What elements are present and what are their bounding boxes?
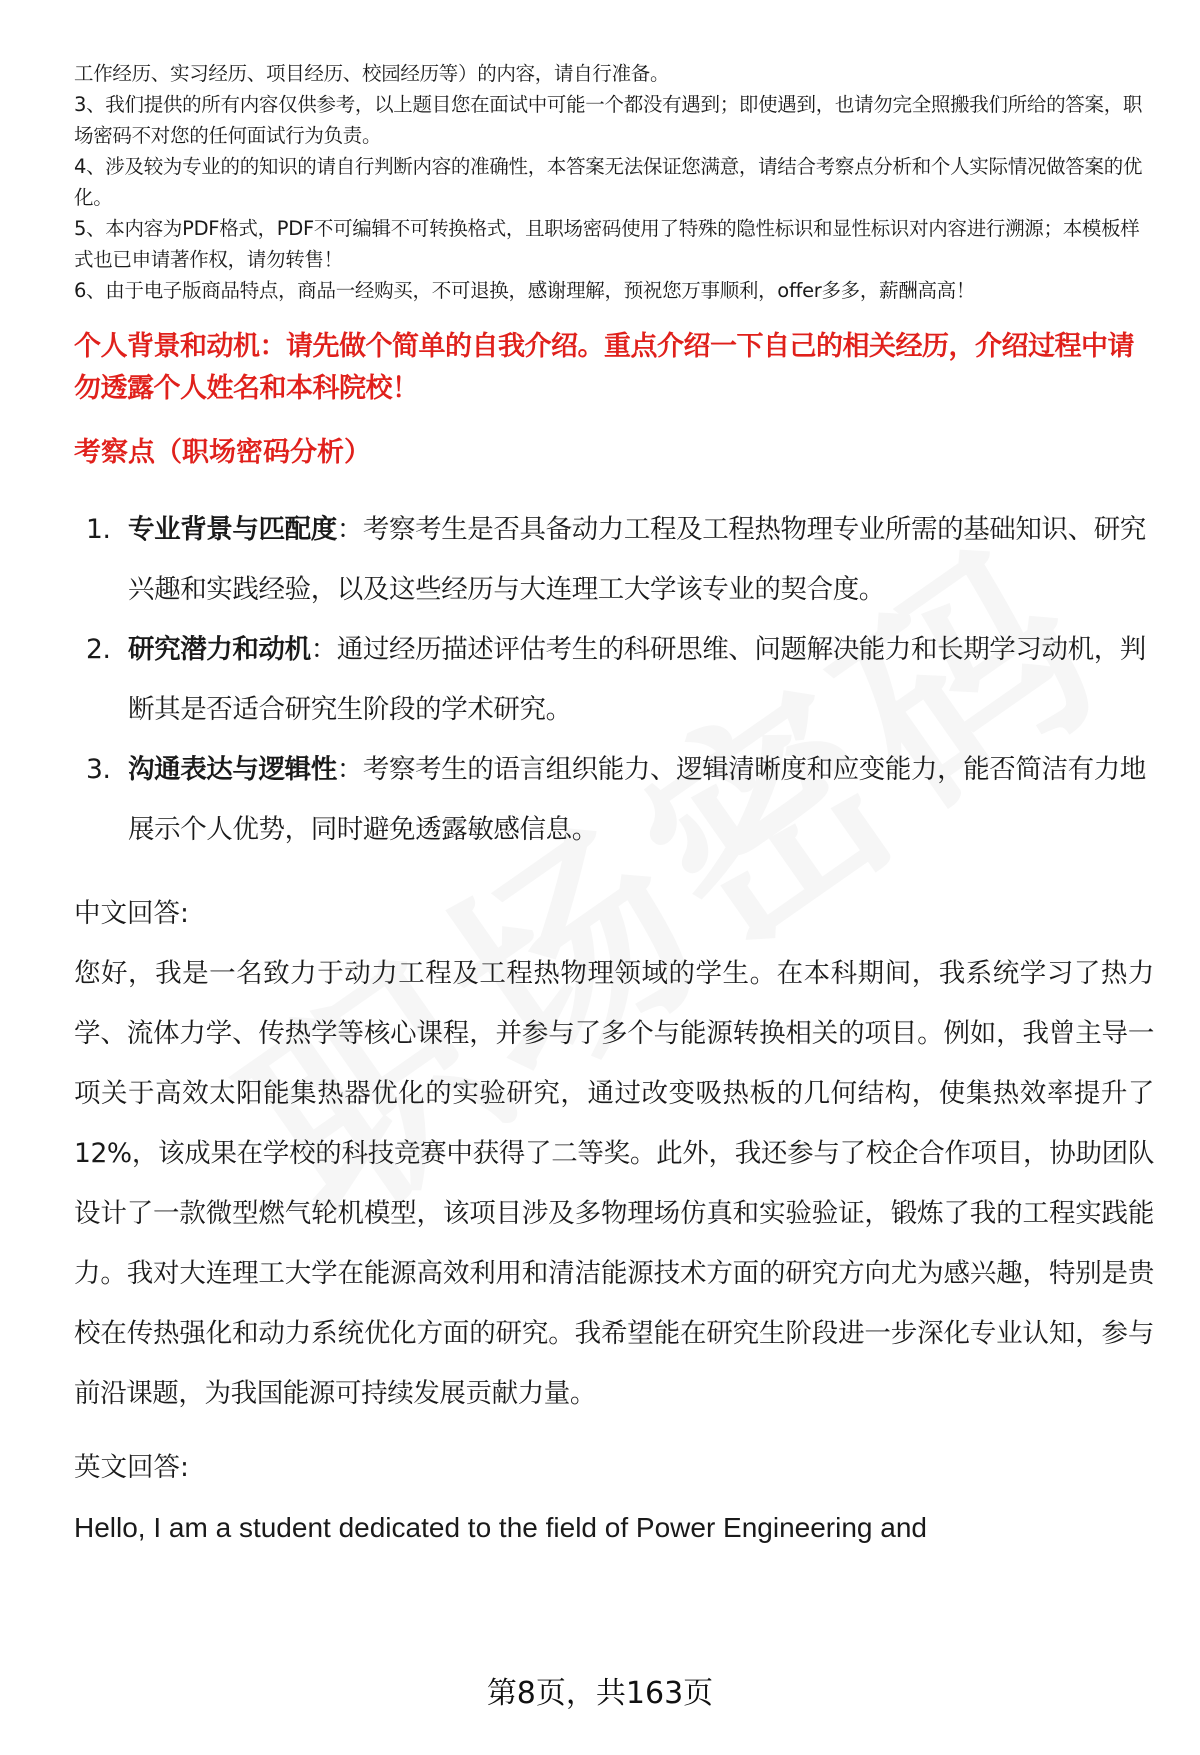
- english-answer-label: 英文回答:: [74, 1452, 189, 1483]
- note-line: 6、由于电子版商品特点，商品一经购买，不可退换，感谢理解，预祝您万事顺利，offer多多，薪酬高高！: [74, 279, 976, 302]
- point-text: ：考察考生是否具备动力工程及工程热物理专业所需的基础知识、研究兴趣和实践经验，以及这些经历与大连理工大学该专业的契合度。: [128, 514, 1146, 605]
- page-number: 第8页，共163页: [486, 1676, 714, 1711]
- point-term: 研究潜力和动机: [128, 634, 311, 665]
- point-number: 1.: [86, 514, 111, 545]
- analysis-point: [74, 740, 1154, 860]
- notes-block: [74, 58, 1154, 306]
- document-page: [74, 58, 1154, 1558]
- point-term: 沟通表达与逻辑性: [128, 754, 337, 785]
- analysis-point: [74, 500, 1154, 620]
- question-heading: 个人背景和动机：请先做个简单的自我介绍。重点介绍一下自己的相关经历，介绍过程中请勿透露个人姓名和本科院校！: [74, 331, 1134, 404]
- english-answer: Hello, I am a student dedicated to the field of Power Engineering and: [74, 1512, 927, 1543]
- analysis-point: [74, 620, 1154, 740]
- note-line: 3、我们提供的所有内容仅供参考，以上题目您在面试中可能一个都没有遇到；即使遇到，也请勿完全照搬我们所给的答案，职场密码不对您的任何面试行为负责。: [74, 93, 1143, 147]
- point-term: 专业背景与匹配度: [128, 514, 337, 545]
- note-line: 工作经历、实习经历、项目经历、校园经历等）的内容，请自行准备。: [74, 62, 670, 85]
- point-number: 2.: [86, 634, 111, 665]
- point-text: ：通过经历描述评估考生的科研思维、问题解决能力和长期学习动机，判断其是否适合研究生阶段的学术研究。: [128, 634, 1146, 725]
- analysis-points: [74, 500, 1154, 860]
- note-line: 5、本内容为PDF格式，PDF不可编辑不可转换格式，且职场密码使用了特殊的隐性标识和显性标识对内容进行溯源；本模板样式也已申请著作权，请勿转售！: [74, 217, 1140, 271]
- note-line: 4、涉及较为专业的的知识的请自行判断内容的准确性，本答案无法保证您满意，请结合考察点分析和个人实际情况做答案的优化。: [74, 155, 1143, 209]
- chinese-answer: 您好，我是一名致力于动力工程及工程热物理领域的学生。在本科期间，我系统学习了热力学、流体力学、传热学等核心课程，并参与了多个与能源转换相关的项目。例如，我曾主导一项关于高效太阳能集热器优化的实验研究，通过改变吸热板的几何结构，使集热效率提升了12%，该成果在学校的科技竞赛中获得了二等奖。此外，我还参与了校企合作项目，协助团队设计了一款微型燃气轮机模型，该项目涉及多物理场仿真和实验验证，锻炼了我的工程实践能力。我对大连理工大学在能源高效利用和清洁能源技术方面的研究方向尤为感兴趣，特别是贵校在传热强化和动力系统优化方面的研究。我希望能在研究生阶段进一步深化专业认知，参与前沿课题，为我国能源可持续发展贡献力量。: [74, 958, 1154, 1409]
- point-number: 3.: [86, 754, 111, 785]
- chinese-answer-label: 中文回答:: [74, 898, 189, 929]
- analysis-heading: 考察点（职场密码分析）: [74, 437, 371, 468]
- point-text: ：考察考生的语言组织能力、逻辑清晰度和应变能力，能否简洁有力地展示个人优势，同时避免透露敏感信息。: [128, 754, 1146, 845]
